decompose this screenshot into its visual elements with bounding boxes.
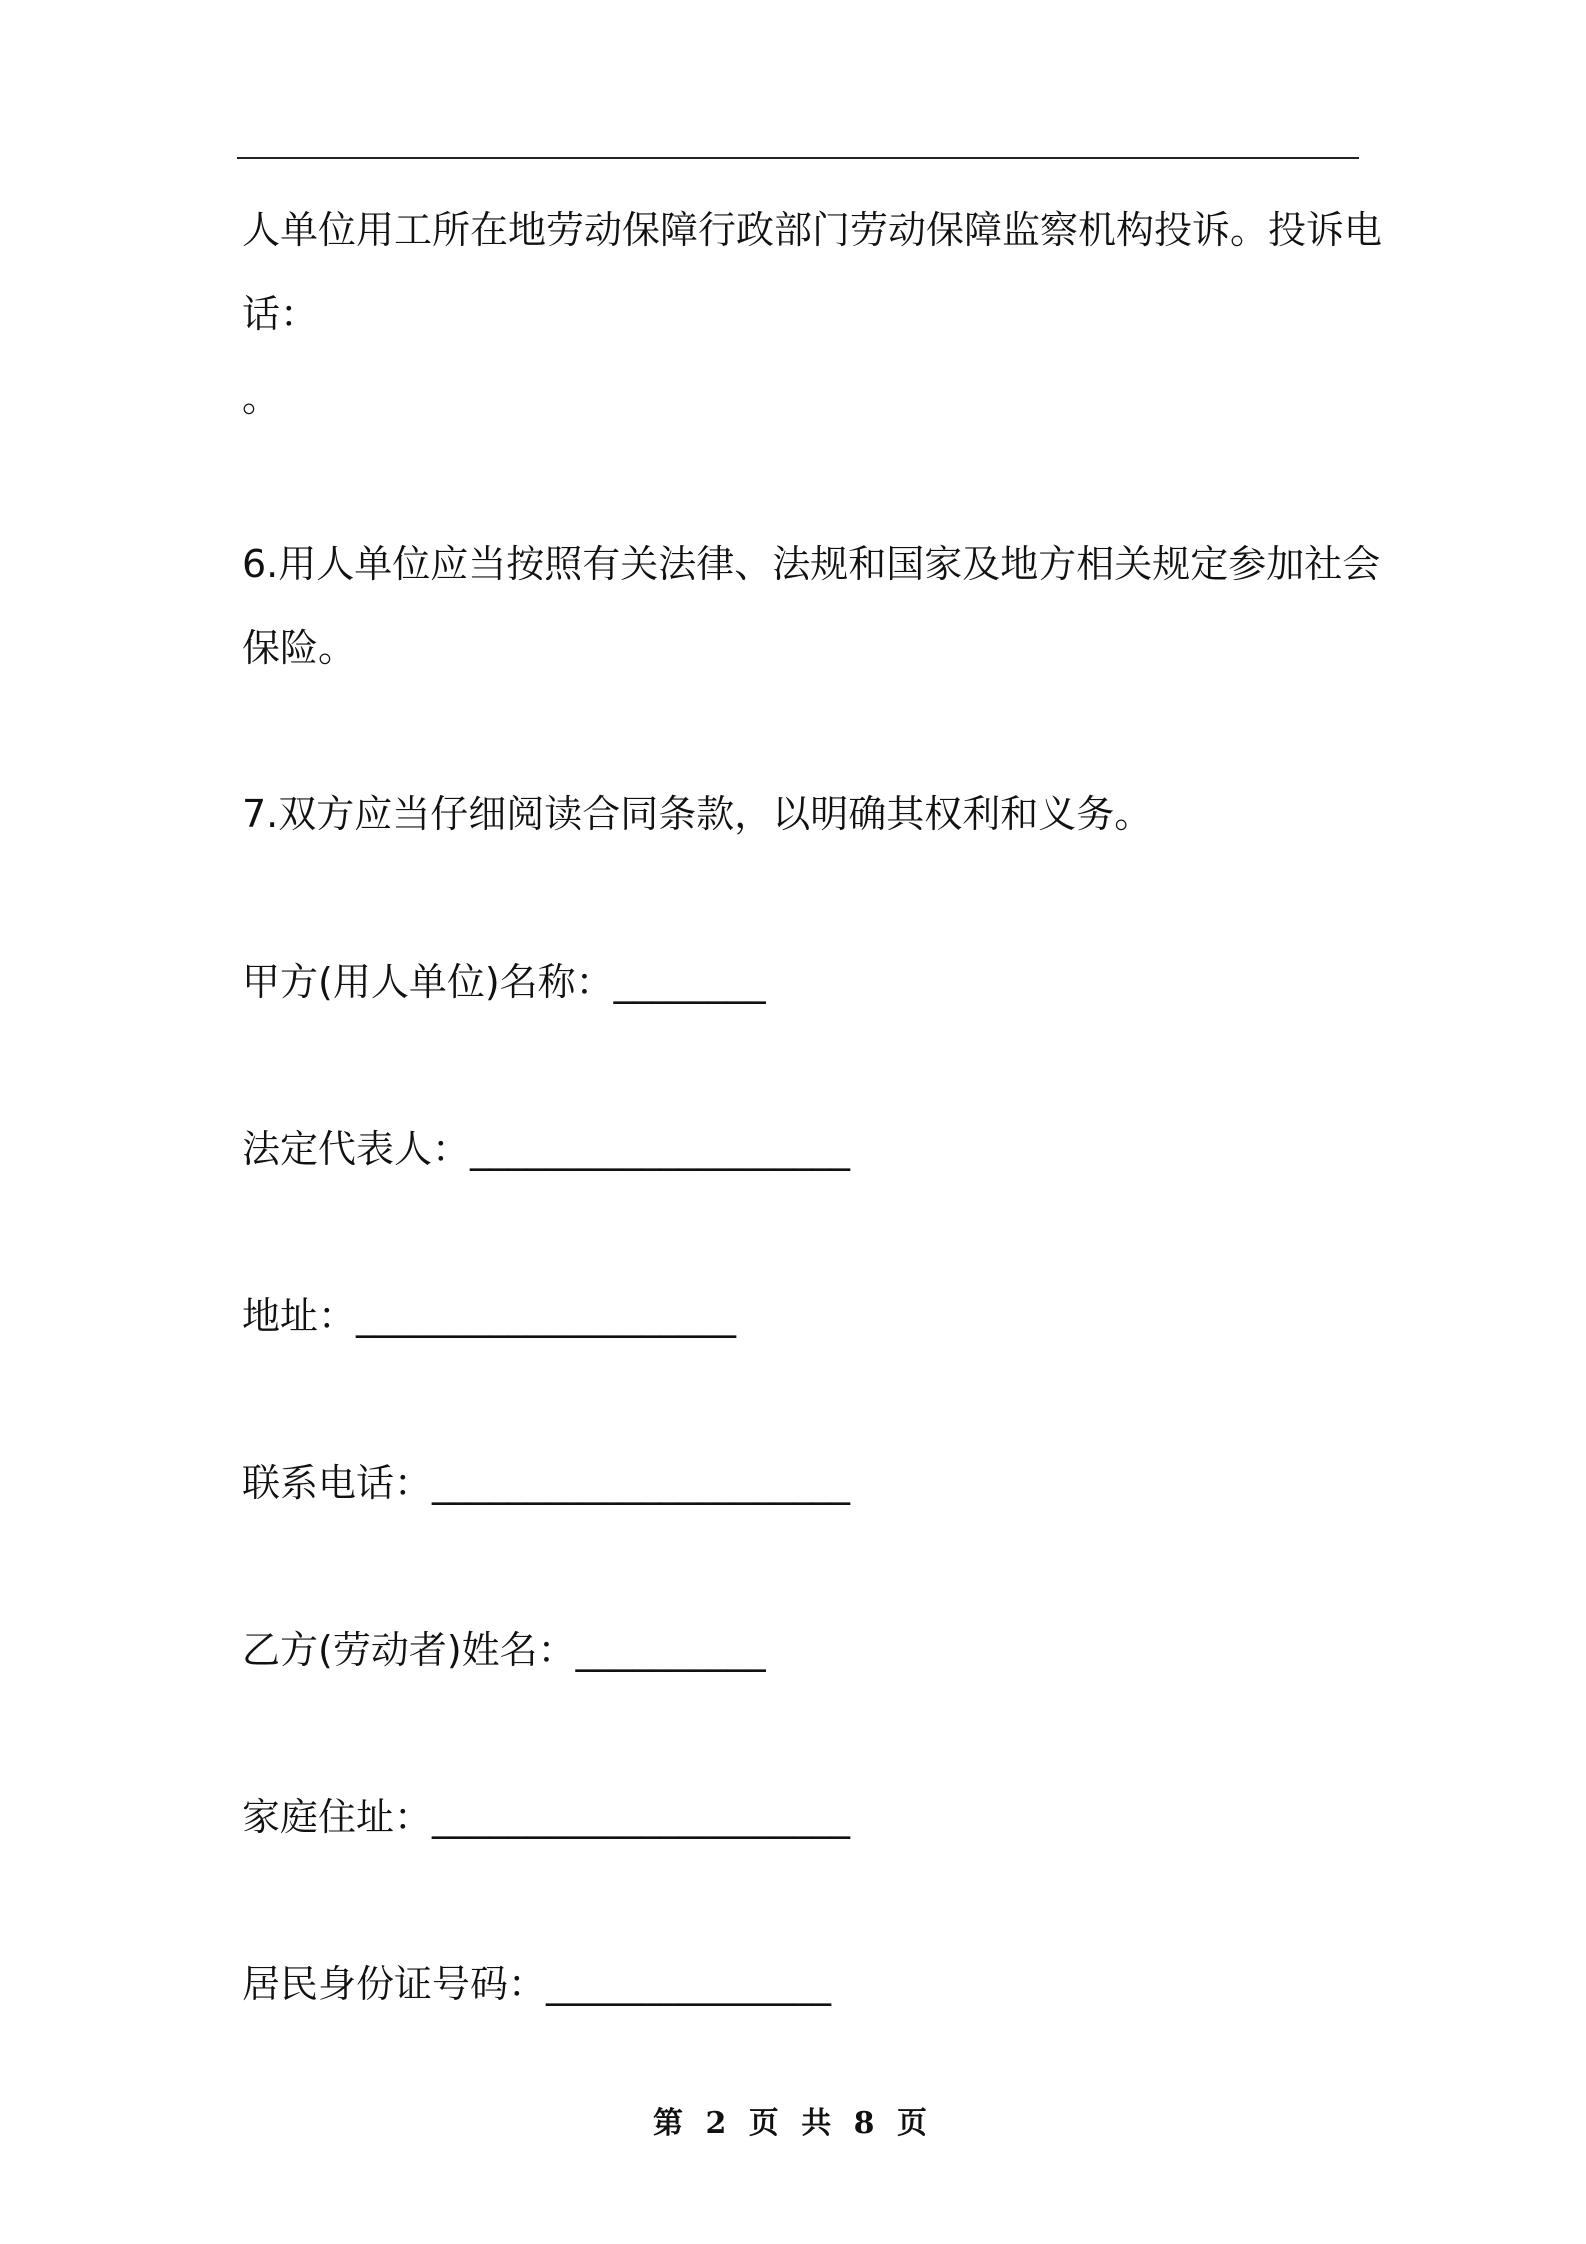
party-b-name-field: 乙方(劳动者)姓名：__________ (242, 1628, 766, 1672)
clause-7: 7.双方应当仔细阅读合同条款，以明确其权利和义务。 (242, 792, 1153, 836)
clause-text-line: 人单位用工所在地劳动保障行政部门劳动保障监察机构投诉。投诉电 (242, 208, 1383, 252)
legal-representative-field: 法定代表人：____________________ (242, 1127, 851, 1171)
clause-6-line-2: 保险。 (242, 626, 357, 670)
home-address-field: 家庭住址：______________________ (242, 1795, 851, 1839)
clause-text-line: 话： (242, 292, 319, 336)
clause-6-line-1: 6.用人单位应当按照有关法律、法规和国家及地方相关规定参加社会 (242, 542, 1381, 586)
party-a-name-field: 甲方(用人单位)名称：________ (242, 960, 766, 1004)
address-field: 地址：____________________ (242, 1294, 737, 1338)
page-number-footer: 第 2 页 共 8 页 (653, 2106, 933, 2141)
phone-field: 联系电话：______________________ (242, 1461, 851, 1505)
id-number-field: 居民身份证号码：_______________ (242, 1962, 832, 2006)
clause-text-line: 。 (242, 376, 281, 420)
header-rule (237, 157, 1359, 159)
